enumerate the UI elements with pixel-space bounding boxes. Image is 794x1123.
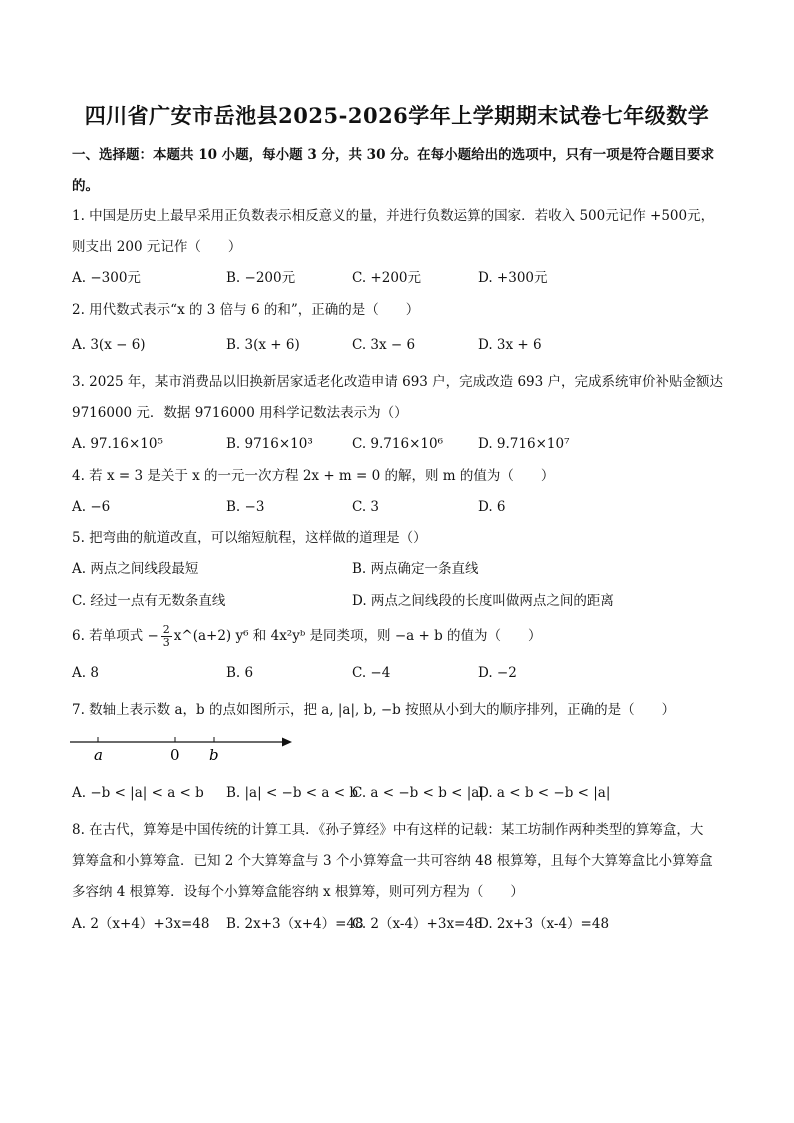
q6-fraction-numerator: 2 <box>162 623 170 636</box>
q6-stem-prefix: 6. 若单项式 − <box>72 628 159 644</box>
question-6-stem <box>72 624 542 649</box>
q7-option-c: C. a < −b < b < |a| <box>352 785 484 801</box>
q6-fraction-denominator: 3 <box>162 636 170 649</box>
q4-option-c: C. 3 <box>352 499 380 515</box>
q7-option-b: B. |a| < −b < a < b <box>226 785 358 801</box>
q8-option-b: B. 2x+3（x+4）=48 <box>226 916 364 932</box>
q5-option-a: A. 两点之间线段最短 <box>72 561 199 577</box>
q3-option-d: D. 9.716×10⁷ <box>478 436 570 452</box>
number-line-arrow-icon <box>282 738 292 747</box>
q3-option-a: A. 97.16×10⁵ <box>72 436 163 452</box>
question-7-stem: 7. 数轴上表示数 a，b 的点如图所示，把 a, |a|, b, −b 按照从小到大的顺序排列，正确的是（ ） <box>72 702 676 718</box>
q1-option-b: B. −200元 <box>226 270 296 286</box>
q4-option-b: B. −3 <box>226 499 265 515</box>
q4-option-a: A. −6 <box>72 499 111 515</box>
q6-option-b: B. 6 <box>226 665 254 681</box>
label-zero: 0 <box>170 746 180 764</box>
q7-option-d: D. a < b < −b < |a| <box>478 785 611 801</box>
q2-option-d: D. 3x + 6 <box>478 337 542 353</box>
q5-option-b: B. 两点确定一条直线 <box>352 561 479 577</box>
q5-option-d: D. 两点之间线段的长度叫做两点之间的距离 <box>352 593 614 609</box>
q5-option-c: C. 经过一点有无数条直线 <box>72 593 226 609</box>
question-8-line2: 算筹盒和小算筹盒．已知 2 个大算筹盒与 3 个小算筹盒一共可容纳 48 根算筹，且每个大算筹盒比小算筹盒 <box>72 853 713 869</box>
q6-fraction <box>161 624 172 649</box>
q7-option-a: A. −b < |a| < a < b <box>72 785 204 801</box>
question-8-line1: 8. 在古代，算筹是中国传统的计算工具．《孙子算经》中有这样的记载：某工坊制作两种类型的算筹盒，大 <box>72 822 704 838</box>
question-1-line2: 则支出 200 元记作（ ） <box>72 239 242 255</box>
q2-option-a: A. 3(x − 6) <box>72 337 146 353</box>
q1-option-a: A. −300元 <box>72 270 141 286</box>
q6-option-d: D. −2 <box>478 665 517 681</box>
question-1-line1: 1. 中国是历史上最早采用正负数表示相反意义的量，并进行负数运算的国家．若收入 500元记作 +500元， <box>72 208 715 224</box>
question-4-stem: 4. 若 x = 3 是关于 x 的一元一次方程 2x + m = 0 的解，则 m 的值为（ ） <box>72 468 555 484</box>
q3-option-b: B. 9716×10³ <box>226 436 313 452</box>
section-heading-line1: 一、选择题：本题共 10 小题，每小题 3 分，共 30 分。在每小题给出的选项中，只有一项是符合题目要求 <box>72 147 715 163</box>
q8-option-a: A. 2（x+4）+3x=48 <box>72 916 210 932</box>
q6-option-c: C. −4 <box>352 665 391 681</box>
q8-option-c: C. 2（x-4）+3x=48 <box>352 916 483 932</box>
label-a: a <box>94 746 103 764</box>
q2-option-b: B. 3(x + 6) <box>226 337 300 353</box>
q1-option-d: D. +300元 <box>478 270 548 286</box>
q4-option-d: D. 6 <box>478 499 506 515</box>
question-3-line1: 3. 2025 年，某市消费品以旧换新居家适老化改造申请 693 户，完成改造 693 户，完成系统审价补贴金额达 <box>72 374 724 390</box>
q6-option-a: A. 8 <box>72 665 99 681</box>
number-line-figure <box>70 728 300 768</box>
page-title: 四川省广安市岳池县2025-2026学年上学期期末试卷七年级数学 <box>84 103 710 128</box>
question-5-stem: 5. 把弯曲的航道改直，可以缩短航程，这样做的道理是（） <box>72 530 427 546</box>
question-3-line2: 9716000 元．数据 9716000 用科学记数法表示为（） <box>72 405 408 421</box>
section-heading-line2: 的。 <box>72 178 99 194</box>
q1-option-c: C. +200元 <box>352 270 422 286</box>
q6-stem-suffix: x^(a+2) y⁶ 和 4x²yᵇ 是同类项，则 −a + b 的值为（ ） <box>173 628 542 644</box>
question-8-line3: 多容纳 4 根算筹．设每个小算筹盒能容纳 x 根算筹，则可列方程为（ ） <box>72 884 524 900</box>
q2-option-c: C. 3x − 6 <box>352 337 416 353</box>
label-b: b <box>209 746 219 764</box>
question-2-stem: 2. 用代数式表示“x 的 3 倍与 6 的和”，正确的是（ ） <box>72 302 420 318</box>
q3-option-c: C. 9.716×10⁶ <box>352 436 443 452</box>
q8-option-d: D. 2x+3（x-4）=48 <box>478 916 610 932</box>
